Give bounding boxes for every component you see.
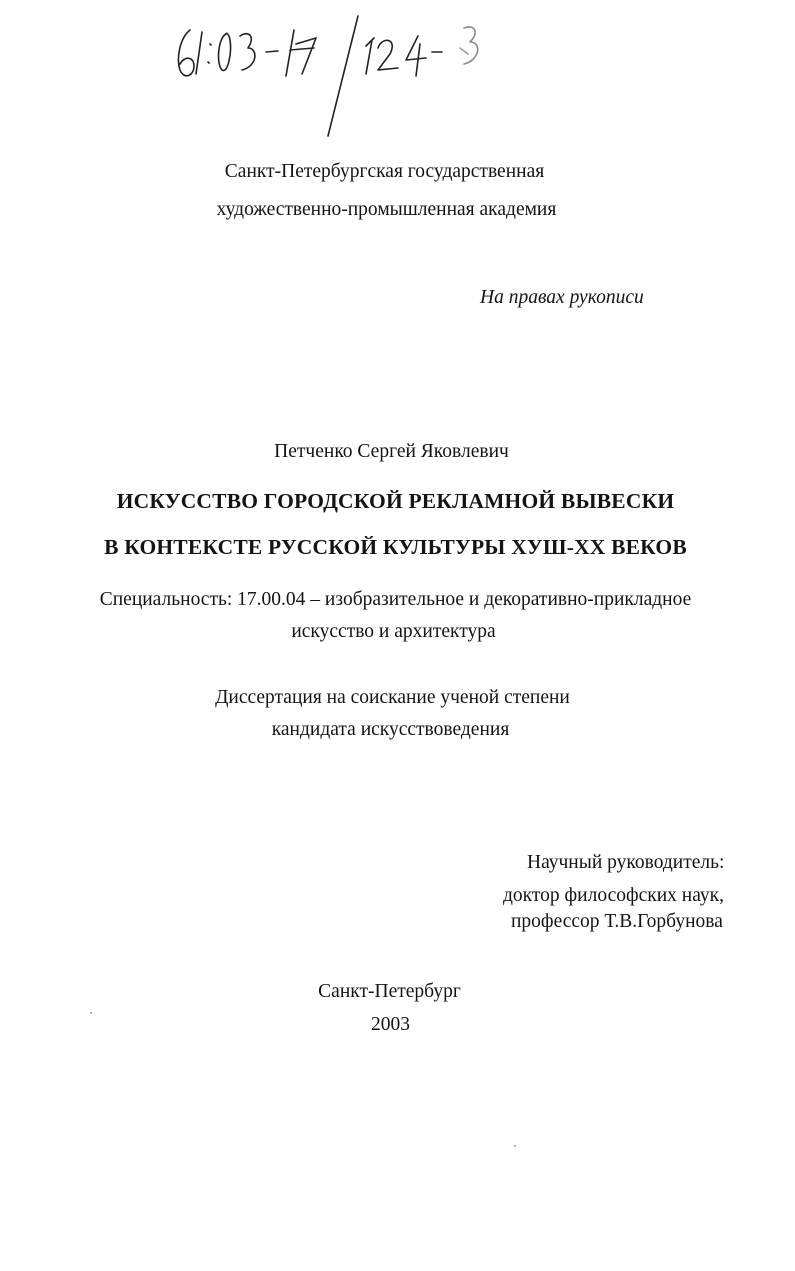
supervisor-name: профессор Т.В.Горбунова [511, 911, 723, 932]
specialty-line-1: Специальность: 17.00.04 – изобразительное и декоративно-прикладное [99, 589, 692, 610]
thesis-title-line-1: ИСКУССТВО ГОРОДСКОЙ РЕКЛАМНОЙ ВЫВЕСКИ [116, 489, 675, 513]
author-name: Петченко Сергей Яковлевич [274, 441, 509, 462]
specialty-line-2: искусство и архитектура [291, 621, 496, 642]
handwritten-shelfmark [168, 8, 508, 138]
supervisor-degree: доктор философских наук, [503, 885, 724, 906]
institution-line-1: Санкт-Петербургская государственная [224, 161, 545, 182]
thesis-title-line-2: В КОНТЕКСТЕ РУССКОЙ КУЛЬТУРЫ ХУШ-ХХ ВЕКОВ [104, 535, 687, 559]
year: 2003 [371, 1014, 410, 1035]
scan-speck [514, 1145, 516, 1147]
scan-speck [90, 1012, 92, 1014]
city: Санкт-Петербург [318, 981, 461, 1002]
manuscript-note: На правах рукописи [480, 287, 644, 308]
supervisor-label: Научный руководитель: [527, 852, 725, 873]
dissertation-line-1: Диссертация на соискание ученой степени [215, 687, 570, 708]
institution-line-2: художественно-промышленная академия [216, 199, 557, 220]
dissertation-line-2: кандидата искусствоведения [271, 719, 510, 740]
